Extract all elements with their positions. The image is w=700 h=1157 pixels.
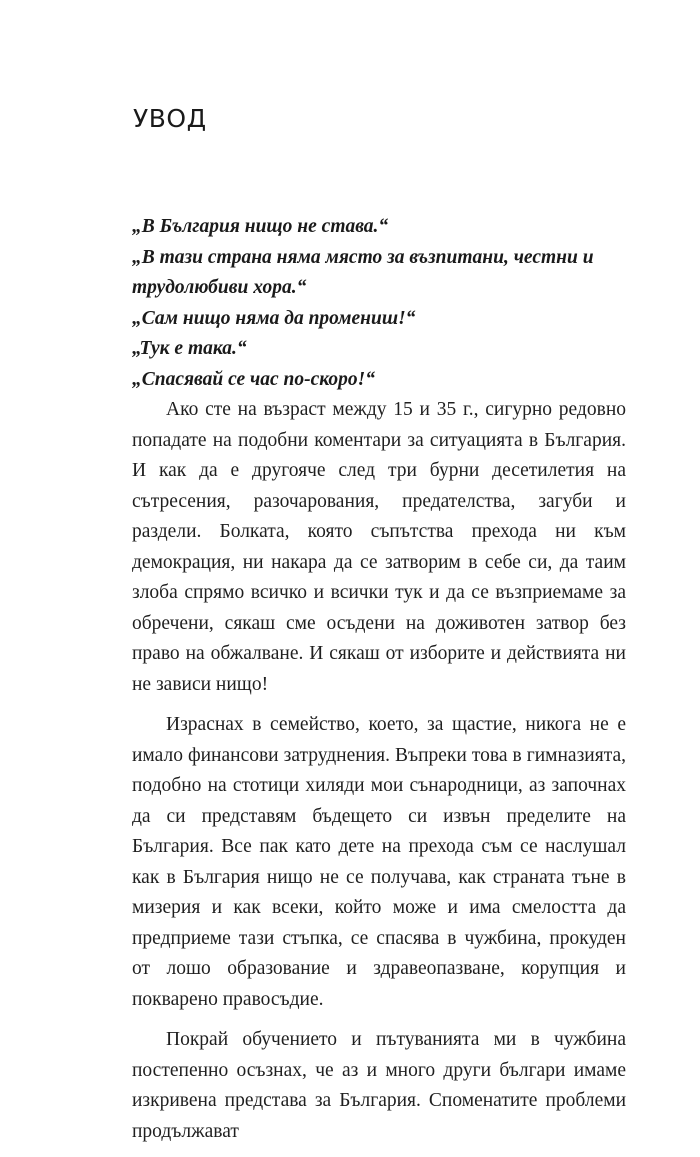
paragraph: Израснах в семейство, което, за щастие, никога не е имало финансови затруднения. Въпреки това в гимназията, подобно на стотици хиляди мои сънародници, аз започнах да си представям бъдещето си извън пределите на България. Все пак като дете на прехода съм се наслушал как в България нищо не се получава, как страната тъне в мизерия и как всеки, който може и има смелостта да предприеме тази стъпка, се спасява в чужбина, прокуден от лошо образование и здравеопазване, корупция и покварено правосъдие. <box>132 714 626 1010</box>
quote-line: „Тук е така.“ <box>132 338 247 359</box>
paragraph: Ако сте на възраст между 15 и 35 г., сигурно редовно попадате на подобни коментари за ситуацията в България. И как да е другояче след три бурни десетилетия на сътресения, разочарования, предателства, загуби и раздели. Болката, която съпътства прехода ни към демокрация, ни накара да се затворим в себе си, да таим злоба спрямо всичко и всички тук и да се възприемаме за обречени, сякаш сме осъдени на доживотен затвор без право на обжалване. И сякаш от изборите и действията ни не зависи нищо! <box>132 399 626 695</box>
quote-line: „В България нищо не става.“ <box>132 216 389 237</box>
body-text <box>132 395 626 1157</box>
chapter-title: УВОД <box>133 104 207 133</box>
paragraph: Покрай обучението и пътуванията ми в чужбина постепенно осъзнах, че аз и много други българи имаме изкривена представа за България. Споменатите проблеми продължават <box>132 1029 626 1142</box>
epigraph-quotes <box>132 212 622 395</box>
quote-line: „Спасявай се час по-скоро!“ <box>132 368 376 390</box>
quote-line: „Сам нищо няма да промениш!“ <box>132 307 416 329</box>
quote-line: „В тази страна няма място за възпитани, честни и трудолюбиви хора.“ <box>132 246 594 298</box>
